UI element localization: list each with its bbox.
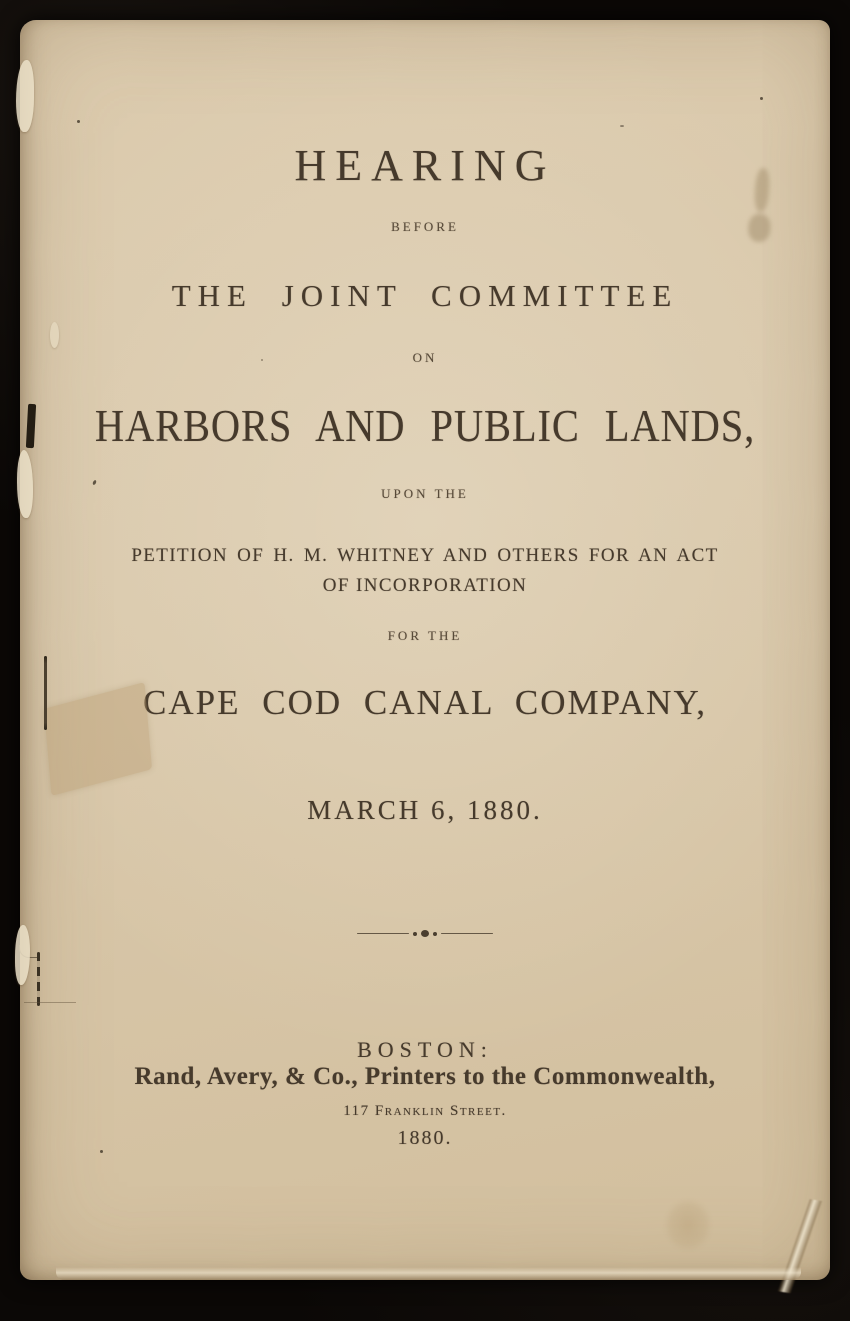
committee-subject: HARBORS AND PUBLIC LANDS, — [94, 400, 756, 451]
imprint-printer: Rand, Avery, & Co., Printers to the Commonwealth, — [134, 1063, 716, 1090]
worn-corner-bottom-right — [775, 1196, 824, 1296]
committee-name: THE JOINT COMMITTEE — [171, 278, 679, 313]
paper-speck — [261, 359, 263, 361]
paper-speck — [620, 125, 624, 127]
divider-dot-right — [433, 932, 437, 936]
divider-rule-left — [357, 933, 409, 935]
document-title: HEARING — [294, 141, 556, 190]
edge-chip — [15, 925, 30, 985]
edge-scratch — [24, 1002, 76, 1003]
upon-the-label: UPON THE — [381, 486, 469, 501]
for-the-label: FOR THE — [387, 628, 463, 643]
imprint-city: BOSTON: — [357, 1037, 493, 1062]
before-label: BEFORE — [391, 219, 459, 234]
edge-tear-dark — [26, 404, 36, 448]
imprint-address: 117 Franklin Street. — [343, 1103, 507, 1119]
divider-dot-left — [413, 932, 417, 936]
paper-speck — [92, 480, 97, 486]
edge-chip — [50, 322, 59, 348]
on-label: ON — [412, 350, 438, 365]
divider-ornament — [357, 930, 493, 937]
imprint-year: 1880. — [397, 1127, 453, 1149]
company-name: CAPE COD CANAL COMPANY, — [143, 683, 707, 722]
paper-speck — [77, 120, 80, 123]
paper-speck — [100, 1150, 103, 1153]
paper-speck — [760, 97, 763, 100]
pamphlet-title-page — [20, 20, 830, 1280]
hearing-date: MARCH 6, 1880. — [307, 795, 543, 825]
staple-lower — [37, 952, 40, 1006]
divider-rule-right — [441, 933, 493, 935]
petition-line-1: PETITION OF H. M. WHITNEY AND OTHERS FOR AN ACT — [131, 545, 719, 566]
edge-chip — [16, 60, 34, 132]
stacked-page-edges — [56, 1267, 801, 1280]
edge-chip — [17, 450, 33, 518]
stain-bottom — [658, 1192, 718, 1258]
staple-upper — [44, 656, 47, 730]
petition-line-2: OF INCORPORATION — [322, 575, 528, 596]
divider-dot-center — [421, 930, 429, 937]
